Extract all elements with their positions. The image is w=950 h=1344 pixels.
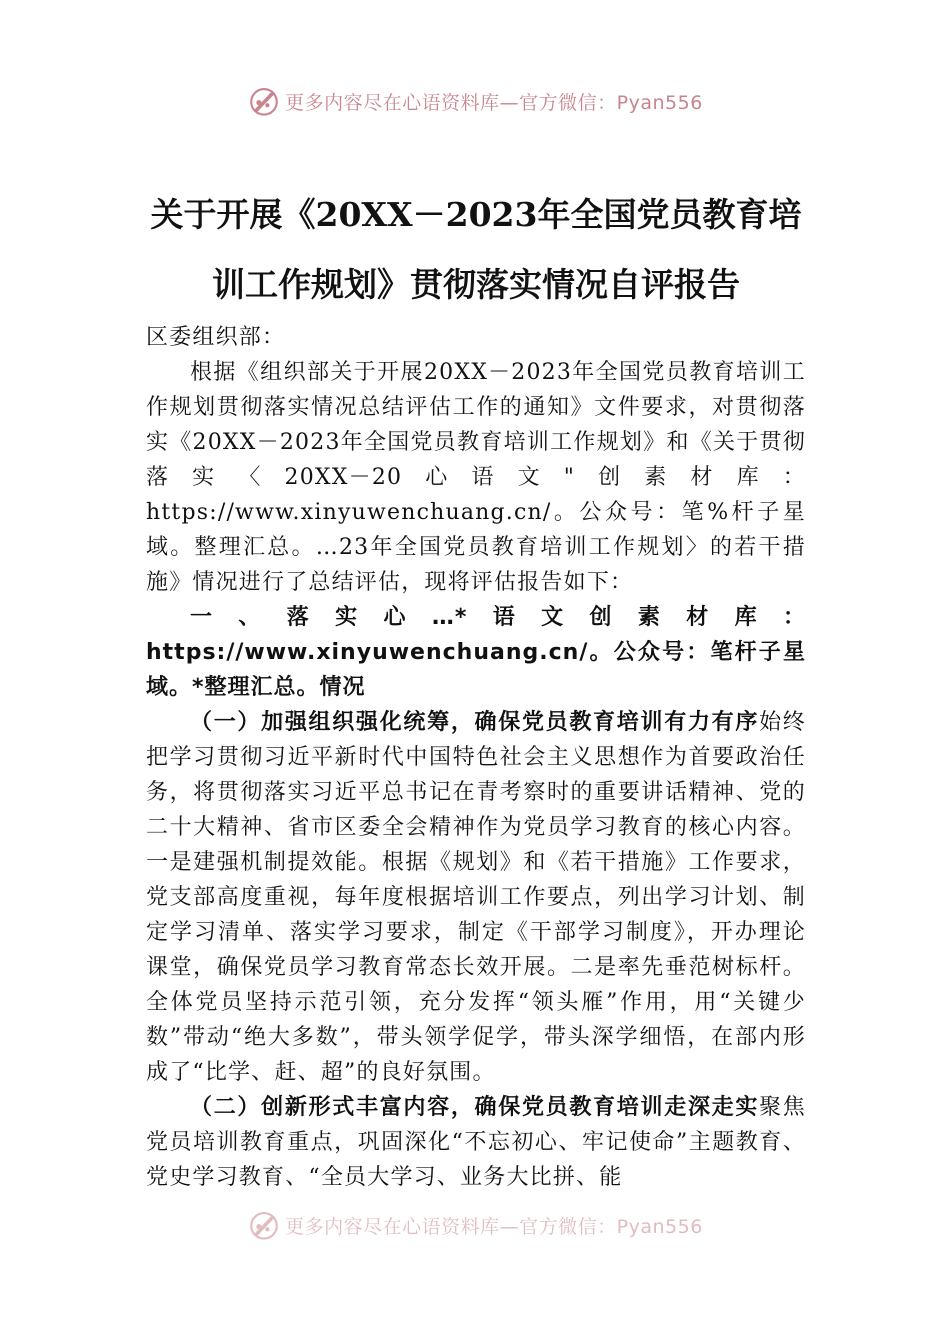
document-page — [146, 180, 806, 1192]
subsection-2 — [146, 1090, 806, 1192]
subsection-2-body: 聚焦党员培训教育重点，巩固深化“不忘初心、牢记使命”主题教育、党史学习教育、“全员大学习、业务大比拼、能 — [146, 1095, 806, 1190]
logo-icon — [247, 1208, 281, 1242]
title-line-2: 训工作规划》贯彻落实情况自评报告 — [212, 265, 740, 304]
title-line-1: 关于开展《20XX－2023年全国党员教育培 — [150, 195, 802, 234]
watermark-footer — [0, 1208, 950, 1242]
watermark-text: 更多内容尽在心语资料库—官方微信：Pyan556 — [285, 91, 703, 114]
subsection-1-heading: （一）加强组织强化统筹，确保党员教育培训有力有序 — [190, 709, 760, 735]
logo-icon — [247, 84, 281, 118]
subsection-1-body: 始终把学习贯彻习近平新时代中国特色社会主义思想作为首要政治任务，将贯彻落实习近平总书记在青考察时的重要讲话精神、党的二十大精神、省市区委全会精神作为党员学习教育的核心内容。一是建强机制提效能。根据《规划》和《若干措施》工作要求，党支部高度重视，每年度根据培训工作要点，列出学习计划、制定学习清单、落实学习要求，制定《干部学习制度》，开办理论课堂，确保党员学习教育常态长效开展。二是率先垂范树标杆。全体党员坚持示范引领，充分发挥“领头雁”作用，用“关键少数”带动“绝大多数”，带头领学促学，带头深学细悟，在部内形成了“比学、赶、超”的良好氛围。 — [146, 710, 806, 1085]
salutation: 区委组织部： — [146, 325, 286, 350]
intro-paragraph: 根据《组织部关于开展20XX－2023年全国党员教育培训工作规划贯彻落实情况总结评估工作的通知》文件要求，对贯彻落实《20XX－2023年全国党员教育培训工作规划》和《关于贯彻落实〈20XX－20心语文"创素材库：https://www.xinyuwenchuang.cn/。公众号：笔%杆子星域。整理汇总。…23年全国党员教育培训工作规划〉的若干措施》情况进行了总结评估，现将评估报告如下： — [146, 360, 806, 595]
subsection-2-heading: （二）创新形式丰富内容，确保党员教育培训走深走实 — [190, 1094, 760, 1120]
watermark-text: 更多内容尽在心语资料库—官方微信：Pyan556 — [285, 1215, 703, 1238]
watermark-header — [0, 84, 950, 118]
section-heading-1: 一、落实心…*语文创素材库：https://www.xinyuwenchuang.cn/。公众号：笔杆子星域。*整理汇总。情况 — [146, 605, 806, 700]
subsection-1 — [146, 705, 806, 1090]
document-body — [146, 320, 806, 1192]
document-title — [146, 180, 806, 320]
